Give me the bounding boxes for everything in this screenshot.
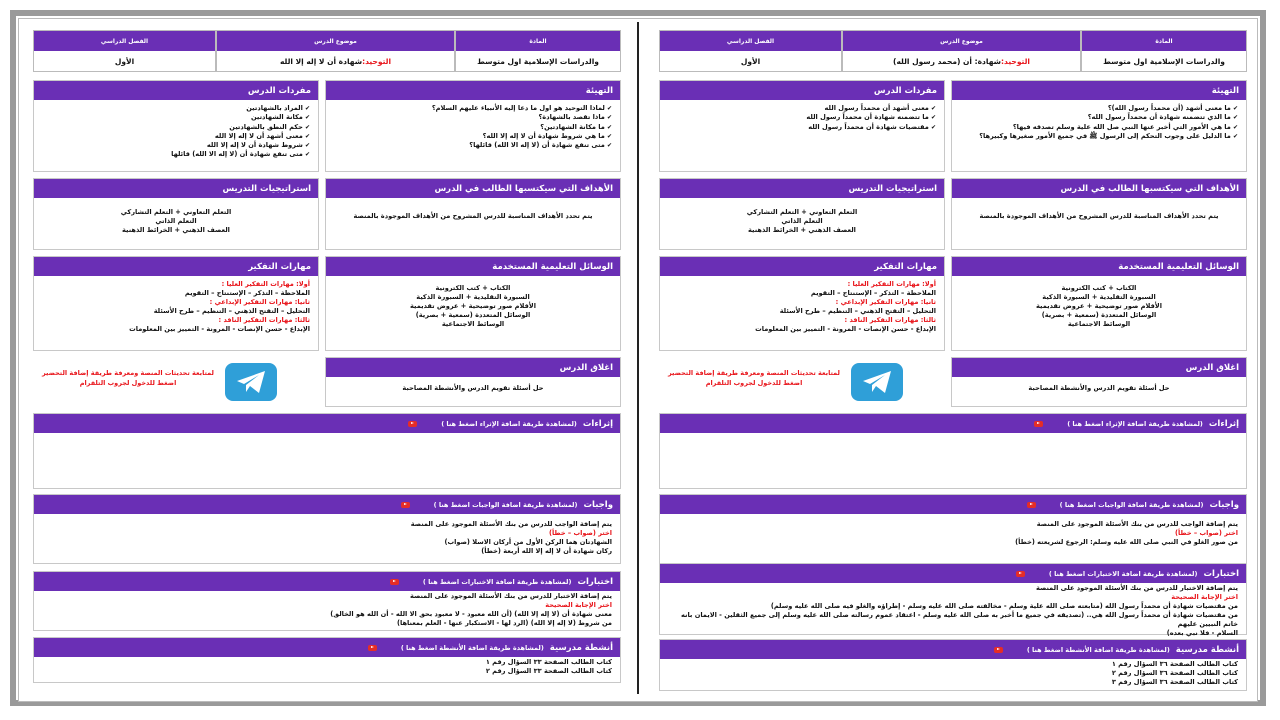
youtube-play-icon[interactable] (994, 647, 1003, 653)
line: الوسائط الاجتماعية (1067, 320, 1131, 329)
vocab-item: ✔ مقتضيات شهادة أن محمداً رسول الله (668, 123, 936, 132)
line: اختر (صواب – خطأ) (548, 529, 612, 538)
line: الوسائل المتعددة (سمعية + بصرية) (415, 311, 531, 320)
enrichments-card-body (34, 433, 620, 441)
line: ثانيا: مهارات التفكير الإبداعي : (209, 298, 310, 307)
topic-prefix: التوحيد: (362, 56, 392, 66)
thinking-skills-card (659, 256, 945, 351)
term-label: الفصل الدراسي (34, 31, 215, 51)
homework-card-video-link[interactable]: (لمشاهدة طريقة اضافة الواجبات اضغط هنا ) (1059, 500, 1204, 509)
topic-rest: شهادة أن لا إله إلا الله (279, 56, 363, 66)
line: كتاب الطالب الصفحة ٣٦ السؤال رقم ١ (1111, 660, 1238, 668)
strategies-card-body (660, 198, 944, 239)
line: الوسائط الاجتماعية (441, 320, 505, 329)
vocab-item: ✔ ما تتضمنه شهادة أن محمداً رسول الله (668, 113, 936, 122)
promo-line-2: اضغط للدخول لجروب التلقرام (705, 378, 803, 387)
youtube-play-icon[interactable] (1034, 421, 1043, 427)
line: العصف الذهني + الخرائط الذهنية (748, 226, 856, 235)
line: الكتاب + كتب الكترونية (1061, 284, 1137, 292)
vocab-item: ✔ شروط شهادة أن لا إله إلا الله (42, 141, 310, 150)
media-card (325, 256, 621, 351)
telegram-promo-text[interactable] (35, 369, 221, 389)
goals-card (951, 178, 1247, 250)
thinking-skills-card (33, 256, 319, 351)
enrichments-card-title-text: إثراءات (1208, 418, 1239, 429)
tests-card-video-link[interactable]: (لمشاهدة طريقة اضافة الاختبارات اضغط هنا ) (1048, 569, 1198, 578)
youtube-play-icon[interactable] (401, 502, 410, 508)
strategies-card (659, 178, 945, 250)
subject-cell (1081, 30, 1247, 72)
vocab-card-body (34, 100, 318, 164)
enrichments-card-video-link[interactable]: (لمشاهدة طريقة اضافة الإثراء اضغط هنا ) (441, 419, 577, 428)
homework-card-title-text: واجبات (1209, 499, 1239, 510)
activities-card-body (660, 659, 1246, 691)
homework-card-title (34, 495, 620, 514)
promo-line-2: اضغط للدخول لجروب التلقرام (79, 378, 177, 387)
goals-card-title (952, 179, 1246, 198)
media-card (951, 256, 1247, 351)
closing-card-title-text: اغلاق الدرس (1185, 362, 1239, 373)
line: أولا: مهارات التفكير العليا : (221, 280, 310, 288)
subject-value: والدراسات الإسلامية اول متوسط (1103, 56, 1225, 66)
homework-card-body (34, 514, 620, 560)
promo-line-1: لمتابعة تحديثات المنصة ومعرفة طريقة إضافة التحضير (42, 369, 214, 377)
goals-card-title-text: الأهداف التي سيكتسبها الطالب في الدرس (1060, 183, 1239, 194)
thinking-skills-card-title-text: مهارات التفكير (874, 261, 937, 272)
enrichments-card-title (660, 414, 1246, 433)
closing-card-body (952, 377, 1246, 397)
intro-card (951, 80, 1247, 172)
youtube-play-icon[interactable] (390, 579, 399, 585)
strategies-card-title-text: استراتيجيات التدريس (848, 183, 937, 194)
tests-card-title-text: اختبارات (577, 576, 613, 587)
vocab-item: ✔ مكانة الشهادتين (42, 113, 310, 122)
media-card-title (952, 257, 1246, 276)
closing-text: حل أسئلة تقويم الدرس والأنشطة المصاحبة (402, 384, 544, 392)
line: اختر (صواب – خطأ) (1174, 529, 1238, 538)
closing-card-title (326, 358, 620, 377)
goals-text: يتم تحدد الأهداف المناسبة للدرس المشروح من الأهداف الموجودة بالمنصة (979, 212, 1219, 220)
intro-item: ✔ لماذا التوحيد هو اول ما دعا إليه الأنبياء عليهم السلام؟ (334, 104, 612, 113)
goals-card (325, 178, 621, 250)
topic-value (843, 51, 1080, 71)
line: الملاحظة – التذكر – الإستنتاج – التقويم (184, 289, 310, 298)
vocab-card-title (34, 81, 318, 100)
line: الملاحظة – التذكر – الإستنتاج – التقويم (810, 289, 936, 298)
closing-text: حل أسئلة تقويم الدرس والأنشطة المصاحبة (1028, 384, 1170, 392)
intro-card-title-text: التهيئة (1211, 85, 1239, 96)
vocab-card-body (660, 100, 944, 136)
enrichments-card (33, 413, 621, 489)
intro-item: ✔ ماذا تقصد بالشهادة؟ (334, 113, 612, 122)
tests-card-body (34, 591, 620, 632)
topic-cell (842, 30, 1081, 72)
tests-card-title (34, 572, 620, 591)
closing-card-title (952, 358, 1246, 377)
activities-card-title (34, 638, 620, 657)
tests-card-body (660, 583, 1246, 643)
telegram-icon[interactable] (225, 363, 277, 401)
topic-prefix: التوحيد: (1001, 56, 1030, 66)
promo-line-1: لمتابعة تحديثات المنصة ومعرفة طريقة إضافة التحضير (668, 369, 840, 377)
subject-label: المادة (1082, 31, 1246, 51)
topic-rest: شهادة: أن (محمد رسول الله) (893, 56, 1002, 66)
page-divider (637, 22, 639, 694)
intro-item: ✔ ما مكانة الشهادتين؟ (334, 123, 612, 132)
term-cell (659, 30, 842, 72)
goals-card-title-text: الأهداف التي سيكتسبها الطالب في الدرس (434, 183, 613, 194)
line: من صور الغلو في النبي صلى الله عليه وسلم: الرجوع لشريعته (خطأ) (1015, 538, 1238, 547)
lesson-plan-page-right (659, 30, 1247, 690)
intro-list (960, 104, 1238, 141)
enrichments-card-title (34, 414, 620, 433)
line: يتم إضافة الواجب للدرس من بنك الأسئلة الموجود على المنصة (1036, 520, 1238, 528)
goals-card-title (326, 179, 620, 198)
activities-card (33, 637, 621, 683)
line: يتم إضافة الواجب للدرس من بنك الأسئلة الموجود على المنصة (410, 520, 612, 528)
topic-label: موضوع الدرس (843, 31, 1080, 51)
thinking-skills-card-title-text: مهارات التفكير (248, 261, 311, 272)
line: التعلم التعاوني + التعلم التشاركي (120, 208, 232, 216)
line: معنى شهادة أن (لا إله إلا الله) (أن الله معبود - لا معبود بحق الا الله - أن الله هو الخالق) (330, 610, 612, 619)
line: السبورة التقليدية + السبورة الذكية (1042, 293, 1156, 302)
line: اختر الإجابة الصحيحة (1171, 593, 1238, 602)
strategies-card-title (34, 179, 318, 198)
subject-value: والدراسات الإسلامية اول متوسط (477, 56, 599, 66)
media-card-title-text: الوسائل التعليمية المستخدمة (492, 261, 613, 272)
intro-card-body (952, 100, 1246, 145)
closing-card-title-text: اغلاق الدرس (559, 362, 613, 373)
line: من مقتضيات شهادة أن محمداً رسول الله (متابعته صلى الله علية وسلم - مخالفته صلى الله عليه وسلم - إطراؤه والغلو فيه صلى الله عليه وسلم) (770, 602, 1238, 611)
enrichments-card (659, 413, 1247, 489)
homework-card (659, 494, 1247, 564)
media-card-body (326, 276, 620, 333)
intro-list (334, 104, 612, 150)
activities-card-title (660, 640, 1246, 659)
line: اختر الإجابة الصحيحة (545, 601, 612, 610)
tests-card-video-link[interactable]: (لمشاهدة طريقة اضافة الاختبارات اضغط هنا ) (422, 577, 572, 586)
line: العصف الذهني + الخرائط الذهنية (122, 226, 230, 235)
activities-card (659, 639, 1247, 691)
intro-item: ✔ ما هي شروط شهادة أن لا إله إلا الله؟ (334, 132, 612, 141)
line: يتم إضافة الاختبار للدرس من بنك الأسئلة الموجود على المنصة (409, 592, 612, 600)
tests-card-title (660, 564, 1246, 583)
line: التعلم الذاتي (155, 217, 197, 226)
line: ثالثا: مهارات التفكير الناقد : (218, 316, 310, 325)
closing-card (325, 357, 621, 407)
vocab-card (33, 80, 319, 172)
header-table (33, 30, 621, 72)
line: كتاب الطالب الصفحة ٣٣ السؤال رقم ٢ (485, 667, 612, 676)
term-cell (33, 30, 216, 72)
enrichments-card-body (660, 433, 1246, 441)
subject-label: المادة (456, 31, 620, 51)
vocab-item: ✔ متى تنفع شهادة أن (لا إله الا الله) قائلها (42, 150, 310, 159)
line: كتاب الطالب الصفحة ٣٦ السؤال رقم ٢ (1111, 669, 1238, 678)
media-card-body (952, 276, 1246, 333)
goals-card-body (326, 198, 620, 225)
youtube-play-icon[interactable] (1016, 571, 1025, 577)
vocab-card (659, 80, 945, 172)
thinking-skills-card-body (34, 276, 318, 339)
closing-card (951, 357, 1247, 407)
thinking-skills-card-title (660, 257, 944, 276)
homework-card-title-text: واجبات (583, 499, 613, 510)
vocab-item: ✔ معنى أشهد أن لا إله إلا الله (42, 132, 310, 141)
line: كتاب الطالب الصفحة ٣٣ السؤال رقم ١ (485, 658, 612, 666)
vocab-card-title (660, 81, 944, 100)
media-card-title-text: الوسائل التعليمية المستخدمة (1118, 261, 1239, 272)
youtube-play-icon[interactable] (1027, 502, 1036, 508)
thinking-skills-card-body (660, 276, 944, 339)
strategies-card-body (34, 198, 318, 239)
activities-card-title-text: أنشطة مدرسية (549, 642, 613, 653)
line: الوسائل المتعددة (سمعية + بصرية) (1041, 311, 1157, 320)
activities-card-video-link[interactable]: (لمشاهدة طريقة اضافة الأنشطة اضغط هنا ) (1026, 645, 1170, 654)
intro-item: ✔ ما معنى أشهد (أن محمداً رسول الله)؟ (960, 104, 1238, 113)
activities-card-title-text: أنشطة مدرسية (1175, 644, 1239, 655)
strategies-card-title (660, 179, 944, 198)
intro-card (325, 80, 621, 172)
term-label: الفصل الدراسي (660, 31, 841, 51)
line: أولا: مهارات التفكير العليا : (847, 280, 936, 288)
vocab-list (42, 104, 310, 160)
intro-card-title (326, 81, 620, 100)
line: التعلم الذاتي (781, 217, 823, 226)
goals-text: يتم تحدد الأهداف المناسبة للدرس المشروح من الأهداف الموجودة بالمنصة (353, 212, 593, 220)
line: السلام - فلا نبي بعده) (1166, 629, 1238, 638)
line: يتم إضافة الاختبار للدرس من بنك الأسئلة الموجود على المنصة (1035, 584, 1238, 592)
line: التعلم التعاوني + التعلم التشاركي (746, 208, 858, 216)
topic-cell (216, 30, 455, 72)
topic-label: موضوع الدرس (217, 31, 454, 51)
line: الشهادتان هما الركن الأول من أركان الاسلا (صواب) (444, 538, 612, 547)
homework-card (33, 494, 621, 564)
activities-card-video-link[interactable]: (لمشاهدة طريقة اضافة الأنشطة اضغط هنا ) (400, 643, 544, 652)
lesson-plan-page-left (33, 30, 621, 690)
line: من مقتضيات شهادة أن محمداً رسول الله هي.. (تصديقه في جميع ما أخبر به صلى الله عليه وسلم - اعتقاد عموم رسالته صلى الله عليه وسلم إلى جميع الثقلين - الايمان بانه خاتم النبيين عليهم (680, 611, 1238, 629)
youtube-play-icon[interactable] (408, 421, 417, 427)
intro-item: ✔ ما هي الأمور التي أخبر عنها النبي صل الله علية وسلم تصدقه فيها؟ (960, 123, 1238, 132)
youtube-play-icon[interactable] (368, 645, 377, 651)
intro-card-title (952, 81, 1246, 100)
line: الكتاب + كتب الكترونية (435, 284, 511, 292)
line: الأقلام صور توضيحية + عروض تقديمية (1036, 302, 1162, 311)
vocab-item: ✔ معنى أشهد أن محمداً رسول الله (668, 104, 936, 113)
homework-card-title (660, 495, 1246, 514)
line: ركان شهادة أن لا إله إلا الله أربعة (خطأ) (481, 547, 612, 556)
thinking-skills-card-title (34, 257, 318, 276)
vocab-card-title-text: مفردات الدرس (247, 85, 311, 96)
intro-item: ✔ ما الذي تتضمنه شهادة أن محمداً رسول الله؟ (960, 113, 1238, 122)
intro-item: ✔ متى تنفع شهادة أن (لا إله الا الله) قائلها؟ (334, 141, 612, 150)
vocab-card-title-text: مفردات الدرس (873, 85, 937, 96)
subject-cell (455, 30, 621, 72)
line: الإبداع - حسن الإنصات - المرونة - التمييز بين المعلومات (129, 325, 310, 334)
intro-card-body (326, 100, 620, 154)
line: ثانيا: مهارات التفكير الإبداعي : (835, 298, 936, 307)
tests-card (659, 563, 1247, 638)
enrichments-card-title-text: إثراءات (582, 418, 613, 429)
tests-card-title-text: اختبارات (1203, 568, 1239, 579)
intro-item: ✔ ما الدليل على وجوب التحكم إلى الرسول ﷺ في جميع الأمور صغيرها وكبيرها؟ (960, 132, 1238, 141)
line: من شروط (لا إله إلا الله) (الرد لها - الاستكبار عنها - العلم بمعناها) (396, 619, 612, 628)
line: كتاب الطالب الصفحة ٣٦ السؤال رقم ٣ (1111, 678, 1238, 687)
homework-card-body (660, 514, 1246, 551)
homework-card-video-link[interactable]: (لمشاهدة طريقة اضافة الواجبات اضغط هنا ) (433, 500, 578, 509)
media-card-title (326, 257, 620, 276)
vocab-item: ✔ حكم النطق بالشهادتين (42, 123, 310, 132)
telegram-icon[interactable] (851, 363, 903, 401)
goals-card-body (952, 198, 1246, 225)
line: التحليل – التفتح الذهني – التنظيم – طرح الأسئلة (153, 307, 310, 316)
line: الأقلام صور توضيحية + عروض تقديمية (410, 302, 536, 311)
line: التحليل – التفتح الذهني – التنظيم – طرح الأسئلة (779, 307, 936, 316)
header-table (659, 30, 1247, 72)
term-value: الأول (740, 56, 761, 66)
line: ثالثا: مهارات التفكير الناقد : (844, 316, 936, 325)
strategies-card (33, 178, 319, 250)
vocab-item: ✔ المراد بالشهادتين (42, 104, 310, 113)
telegram-promo-text[interactable] (661, 369, 847, 389)
activities-card-body (34, 657, 620, 680)
vocab-list (668, 104, 936, 132)
line: السبورة التقليدية + السبورة الذكية (416, 293, 530, 302)
intro-card-title-text: التهيئة (585, 85, 613, 96)
term-value: الأول (114, 56, 135, 66)
tests-card (33, 571, 621, 631)
strategies-card-title-text: استراتيجيات التدريس (222, 183, 311, 194)
topic-value (217, 51, 454, 71)
line: الإبداع - حسن الإنصات - المرونة - التمييز بين المعلومات (755, 325, 936, 334)
closing-card-body (326, 377, 620, 397)
enrichments-card-video-link[interactable]: (لمشاهدة طريقة اضافة الإثراء اضغط هنا ) (1067, 419, 1203, 428)
